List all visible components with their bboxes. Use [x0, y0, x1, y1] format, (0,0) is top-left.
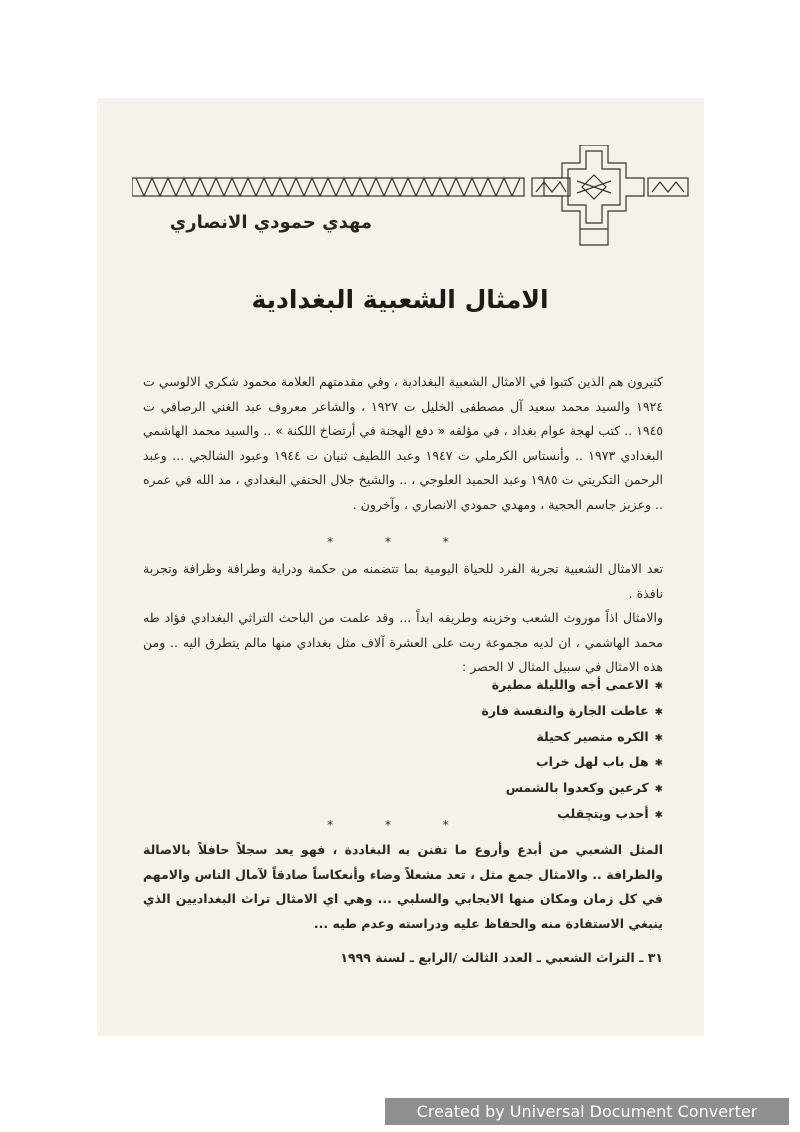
proverb-item: ✱أحدب ويتچقلب: [557, 805, 663, 821]
bullet-star-icon: ✱: [654, 784, 663, 796]
bullet-star-icon: ✱: [654, 758, 663, 770]
section-separator: * * *: [327, 818, 473, 832]
paragraph-intro: [143, 370, 663, 517]
paragraph-text: تعد الامثال الشعبية تجربة الفرد للحياة اليومية بما تتضمنه من حكمة ودراية وطرافة وظرافة وتجربة نافذة .: [143, 561, 663, 601]
proverb-item: ✱عاطت الجارة والنفسة فارة: [481, 702, 663, 718]
section-separator: * * *: [327, 535, 473, 549]
bullet-star-icon: ✱: [654, 732, 663, 744]
article-title: الامثال الشعبية البغدادية: [251, 285, 549, 314]
bullet-star-icon: ✱: [654, 681, 663, 692]
paragraph-definition: [143, 557, 663, 680]
paragraph-text: كثيرون هم الذين كتبوا في الامثال الشعبية البغدادية ، وفي مقدمتهم العلامة محمود شكري الالوسي ت ١٩٢٤ والسيد محمد سعيد آل مصطفى الخليل ت ١٩٢٧ ، والشاعر معروف عبد الغني الرصافي ت ١٩٤٥ .. كتب لهجة عوام بغداد ، في مؤلفه « دفع الهجنة في أرتضاخ اللكنة » .. والسيد محمد الهاشمي البغدادي ١٩٧٣ .. وأنستاس الكرملي ت ١٩٤٧ وعبد اللطيف ثنيان ت ١٩٤٤ وعبود الشالجي ... وعبد الرحمن التكريتي ت ١٩٨٥ وعبد الحميد العلوجي ، .. والشيخ جلال الحنفي البغدادي ، مد الله في عمره .. وعزيز جاسم الحجية ، ومهدي حمودي الانصاري ، وآخرون .: [143, 374, 664, 512]
paragraph-text: والامثال اذاً موروث الشعب وخزينه وطريفه ابداً ... وقد علمت من الباحث التراثي البغدادي فؤاد طه محمد الهاشمي ، ان لديه مجموعة ربت على العشرة آلاف مثل بغدادي منها مالم يتطرق اليه .. ومن هذه الامثال في سبيل المثال لا الحصر :: [143, 610, 663, 674]
proverb-item: ✱هل باب لهل خراب: [536, 754, 663, 770]
author-name: مهدي حمودي الانصاري: [169, 212, 372, 233]
proverb-item: ✱كرعين وكعدوا بالشمس: [505, 780, 663, 796]
proverb-item: ✱الاعمى أجه والليلة مطيرة: [491, 677, 663, 692]
converter-watermark: Created by Universal Document Converter: [385, 1098, 789, 1125]
page-footer: ٣١ ـ التراث الشعبي ـ العدد الثالث /الرابع ـ لسنة ١٩٩٩: [340, 950, 663, 965]
bullet-star-icon: ✱: [654, 809, 663, 821]
paragraph-text: المثل الشعبي من أبدع وأروع ما تفنن به البغاددة ، فهو يعد سجلاً حافلاً بالاصالة والطرافة .. والامثال جمع مثل ، تعد مشعلاً وضاء وأنعكاساً صادقاً لآمال الناس والامهم في كل زمان ومكان منها الايجابي والسلبي ... وهي اي الامثال تراث البغداديين الذي ينبغي الاستفادة منه والحفاظ عليه ودراسته وعدم طيه ...: [143, 842, 663, 931]
ornament-zigzag-band: [136, 178, 520, 196]
proverb-item: ✱الكره متصير كحيلة: [536, 728, 663, 744]
proverbs-list: [363, 673, 663, 828]
paragraph-conclusion: [143, 838, 663, 936]
bullet-star-icon: ✱: [654, 706, 663, 718]
header-ornament: [132, 145, 690, 250]
